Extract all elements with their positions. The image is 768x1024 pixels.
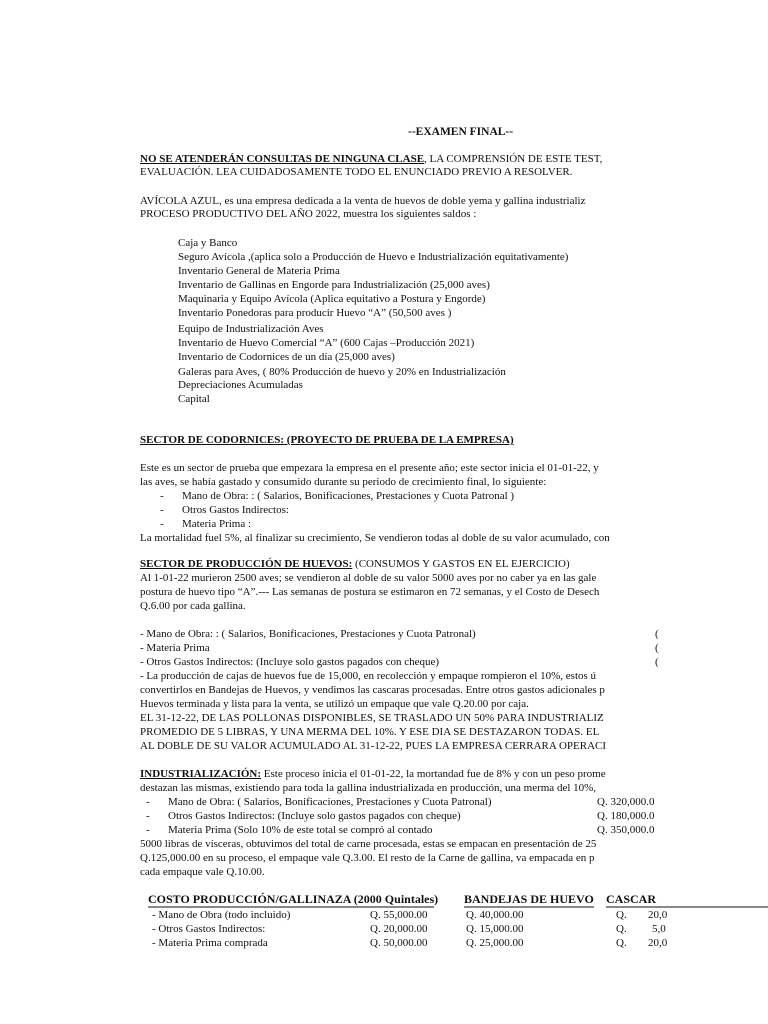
- balance-item: Caja y Banco: [178, 237, 238, 249]
- codornices-item-label: Mano de Obra: : ( Salarios, Bonificaciones, Prestaciones y Cuota Patronal ): [182, 490, 515, 502]
- huevos-caps-3: AL DOBLE DE SU VALOR ACUMULADO AL 31-12-22, PUES LA EMPRESA CERRARA OPERACI: [140, 740, 607, 752]
- company-line-1: AVÍCOLA AZUL, es una empresa dedicada a la venta de huevos de doble yema y gallina industrializ: [140, 195, 586, 207]
- balance-item: Seguro Avícola ,(aplica solo a Producción de Huevo e Industrialización equitativamente): [178, 251, 569, 263]
- industrializacion-line-5: cada empaque vale Q.10.00.: [140, 866, 265, 878]
- balance-item: Inventario General de Materia Prima: [178, 265, 340, 277]
- industrializacion-line-4: Q.125,000.00 en su proceso, el empaque vale Q.3.00. El resto de la Carne de gallina, va empacada en p: [140, 852, 595, 864]
- codornices-line-2: las aves, se había gastado y consumido durante su periodo de crecimiento final, lo siguiente:: [140, 476, 547, 488]
- codornices-item-label: Materia Prima :: [182, 518, 252, 530]
- industrializacion-item: - Materia Prima (Solo 10% de este total se compró al contado: [146, 824, 433, 836]
- cost-table-header-2: BANDEJAS DE HUEVO: [464, 892, 594, 906]
- intro-line-1-rest: , LA COMPRENSIÓN DE ESTE TEST,: [424, 153, 603, 165]
- cost-table-cell: Q. 15,000.00: [466, 923, 524, 935]
- cost-table-header-1: COSTO PRODUCCIÓN/GALLINAZA (2000 Quintales): [148, 892, 439, 906]
- cost-table-cell: Q. 40,000.00: [466, 909, 524, 921]
- cost-table-row-label: - Otros Gastos Indirectos:: [152, 923, 266, 935]
- codornices-item: - Mano de Obra: : ( Salarios, Bonificaciones, Prestaciones y Cuota Patronal ): [160, 490, 515, 502]
- huevos-heading: SECTOR DE PRODUCCIÓN DE HUEVOS:: [140, 558, 353, 570]
- huevos-line-3: Q.6.00 por cada gallina.: [140, 600, 246, 612]
- huevos-item-amount: (: [655, 628, 659, 640]
- industrializacion-line-2: destazan las mismas, existiendo para toda la gallina industrializada en producción, una merma del 10%,: [140, 782, 597, 794]
- codornices-line-1: Este es un sector de prueba que empezara la empresa en el presente año; este sector inicia el 01-01-22, y: [140, 462, 599, 474]
- industrializacion-item-amount: Q. 320,000.0: [597, 796, 655, 808]
- cost-table-cell: Q.: [616, 937, 627, 949]
- company-line-2: PROCESO PRODUCTIVO DEL AÑO 2022, muestra los siguientes saldos :: [140, 208, 477, 220]
- cost-table-cell: 20,0: [648, 937, 668, 949]
- balance-item: Equipo de Industrialización Aves: [178, 323, 324, 335]
- huevos-item-amount: (: [655, 642, 659, 654]
- huevos-heading-line: [140, 558, 570, 571]
- codornices-line-3: La mortalidad fuel 5%, al finalizar su crecimiento, Se vendieron todas al doble de su valor acumulado, con: [140, 532, 610, 544]
- codornices-item: - Materia Prima :: [160, 518, 252, 530]
- cost-table-cell: Q. 50,000.00: [370, 937, 428, 949]
- huevos-para-1: - La producción de cajas de huevos fue de 15,000, en recolección y empaque rompieron el 10%, estos ú: [140, 670, 597, 682]
- cost-table-cell: 20,0: [648, 909, 668, 921]
- industrializacion-item-label: Otros Gastos Indirectos: (Incluye solo gastos pagados con cheque): [168, 810, 461, 822]
- industrializacion-heading: INDUSTRIALIZACIÓN:: [140, 768, 262, 780]
- huevos-caps-1: EL 31-12-22, DE LAS POLLONAS DISPONIBLES, SE TRASLADO UN 50% PARA INDUSTRIALIZ: [140, 712, 604, 724]
- codornices-heading: SECTOR DE CODORNICES: (PROYECTO DE PRUEBA DE LA EMPRESA): [140, 434, 514, 446]
- huevos-heading-rest: (CONSUMOS Y GASTOS EN EL EJERCICIO): [352, 558, 570, 570]
- balance-item: Depreciaciones Acumuladas: [178, 379, 303, 391]
- huevos-para-3: Huevos terminada y lista para la venta, se utilizó un empaque que vale Q.20.00 por caja.: [140, 698, 529, 710]
- huevos-line-1: Al 1-01-22 murieron 2500 aves; se vendieron al doble de su valor 5000 aves por no caber ya en las gale: [140, 572, 597, 584]
- cost-table-cell: Q. 55,000.00: [370, 909, 428, 921]
- huevos-caps-2: PROMEDIO DE 5 LIBRAS, Y UNA MERMA DEL 10%. Y ESE DIA SE DESTAZARON TODAS. EL: [140, 726, 600, 738]
- industrializacion-line-3: 5000 libras de vísceras, obtuvimos del total de carne procesada, estas se empacan en presentación de 25: [140, 838, 597, 850]
- industrializacion-item-amount: Q. 350,000.0: [597, 824, 655, 836]
- industrializacion-line-1: [140, 768, 606, 781]
- intro-line-2: EVALUACIÓN. LEA CUIDADOSAMENTE TODO EL ENUNCIADO PREVIO A RESOLVER.: [140, 166, 573, 178]
- industrializacion-item: - Mano de Obra: ( Salarios, Bonificaciones, Prestaciones y Cuota Patronal): [146, 796, 492, 808]
- huevos-item: - Materia Prima: [140, 642, 210, 654]
- balance-item: Inventario de Codornices de un día (25,000 aves): [178, 351, 395, 363]
- balance-item: Galeras para Aves, ( 80% Producción de huevo y 20% en Industrialización: [178, 366, 506, 378]
- huevos-line-2: postura de huevo tipo “A”.--- Las semanas de postura se estimaron en 72 semanas, y el Costo de Desech: [140, 586, 600, 598]
- cost-table-header-3: CASCAR: [606, 892, 657, 906]
- industrializacion-item-label: Materia Prima (Solo 10% de este total se compró al contado: [168, 824, 433, 836]
- cost-table-row-label: - Mano de Obra (todo incluido): [152, 909, 291, 921]
- balance-item: Inventario de Gallinas en Engorde para Industrialización (25,000 aves): [178, 279, 490, 291]
- industrializacion-item: - Otros Gastos Indirectos: (Incluye solo gastos pagados con cheque): [146, 810, 461, 822]
- industrializacion-heading-rest: Este proceso inicia el 01-01-22, la mortandad fue de 8% y con un peso prome: [261, 768, 606, 780]
- cost-table-row-clipped: [0, 937, 768, 949]
- cost-table-cell: Q. 25,000.00: [466, 937, 524, 949]
- cost-table-cell: 5,0: [652, 923, 666, 935]
- cost-table-cell: Q.: [616, 909, 627, 921]
- industrializacion-item-label: Mano de Obra: ( Salarios, Bonificaciones, Prestaciones y Cuota Patronal): [168, 796, 492, 808]
- balance-item: Inventario de Huevo Comercial “A” (600 Cajas –Producción 2021): [178, 337, 475, 349]
- intro-line-1: [140, 153, 602, 166]
- cost-table-cell: Q.: [616, 923, 627, 935]
- exam-title: --EXAMEN FINAL--: [408, 126, 514, 138]
- cost-table-cell: Q. 20,000.00: [370, 923, 428, 935]
- cost-table-row-label: - Materia Prima comprada: [152, 937, 268, 949]
- huevos-item: - Otros Gastos Indirectos: (Incluye solo gastos pagados con cheque): [140, 656, 440, 668]
- intro-warning: NO SE ATENDERÁN CONSULTAS DE NINGUNA CLASE: [140, 153, 425, 165]
- codornices-item-label: Otros Gastos Indirectos:: [182, 504, 289, 516]
- industrializacion-item-amount: Q. 180,000.0: [597, 810, 655, 822]
- huevos-item-amount: (: [655, 656, 659, 668]
- huevos-item: - Mano de Obra: : ( Salarios, Bonificaciones, Prestaciones y Cuota Patronal): [140, 628, 476, 640]
- codornices-item: - Otros Gastos Indirectos:: [160, 504, 289, 516]
- balance-item: Inventario Ponedoras para producir Huevo “A” (50,500 aves ): [178, 307, 452, 319]
- balance-item: Capital: [178, 393, 210, 405]
- balance-item: Maquinaria y Equipo Avícola (Aplica equitativo a Postura y Engorde): [178, 293, 486, 305]
- huevos-para-2: convertirlos en Bandejas de Huevos, y vendimos las cascaras procesadas. Entre otros gastos adicionales p: [140, 684, 605, 696]
